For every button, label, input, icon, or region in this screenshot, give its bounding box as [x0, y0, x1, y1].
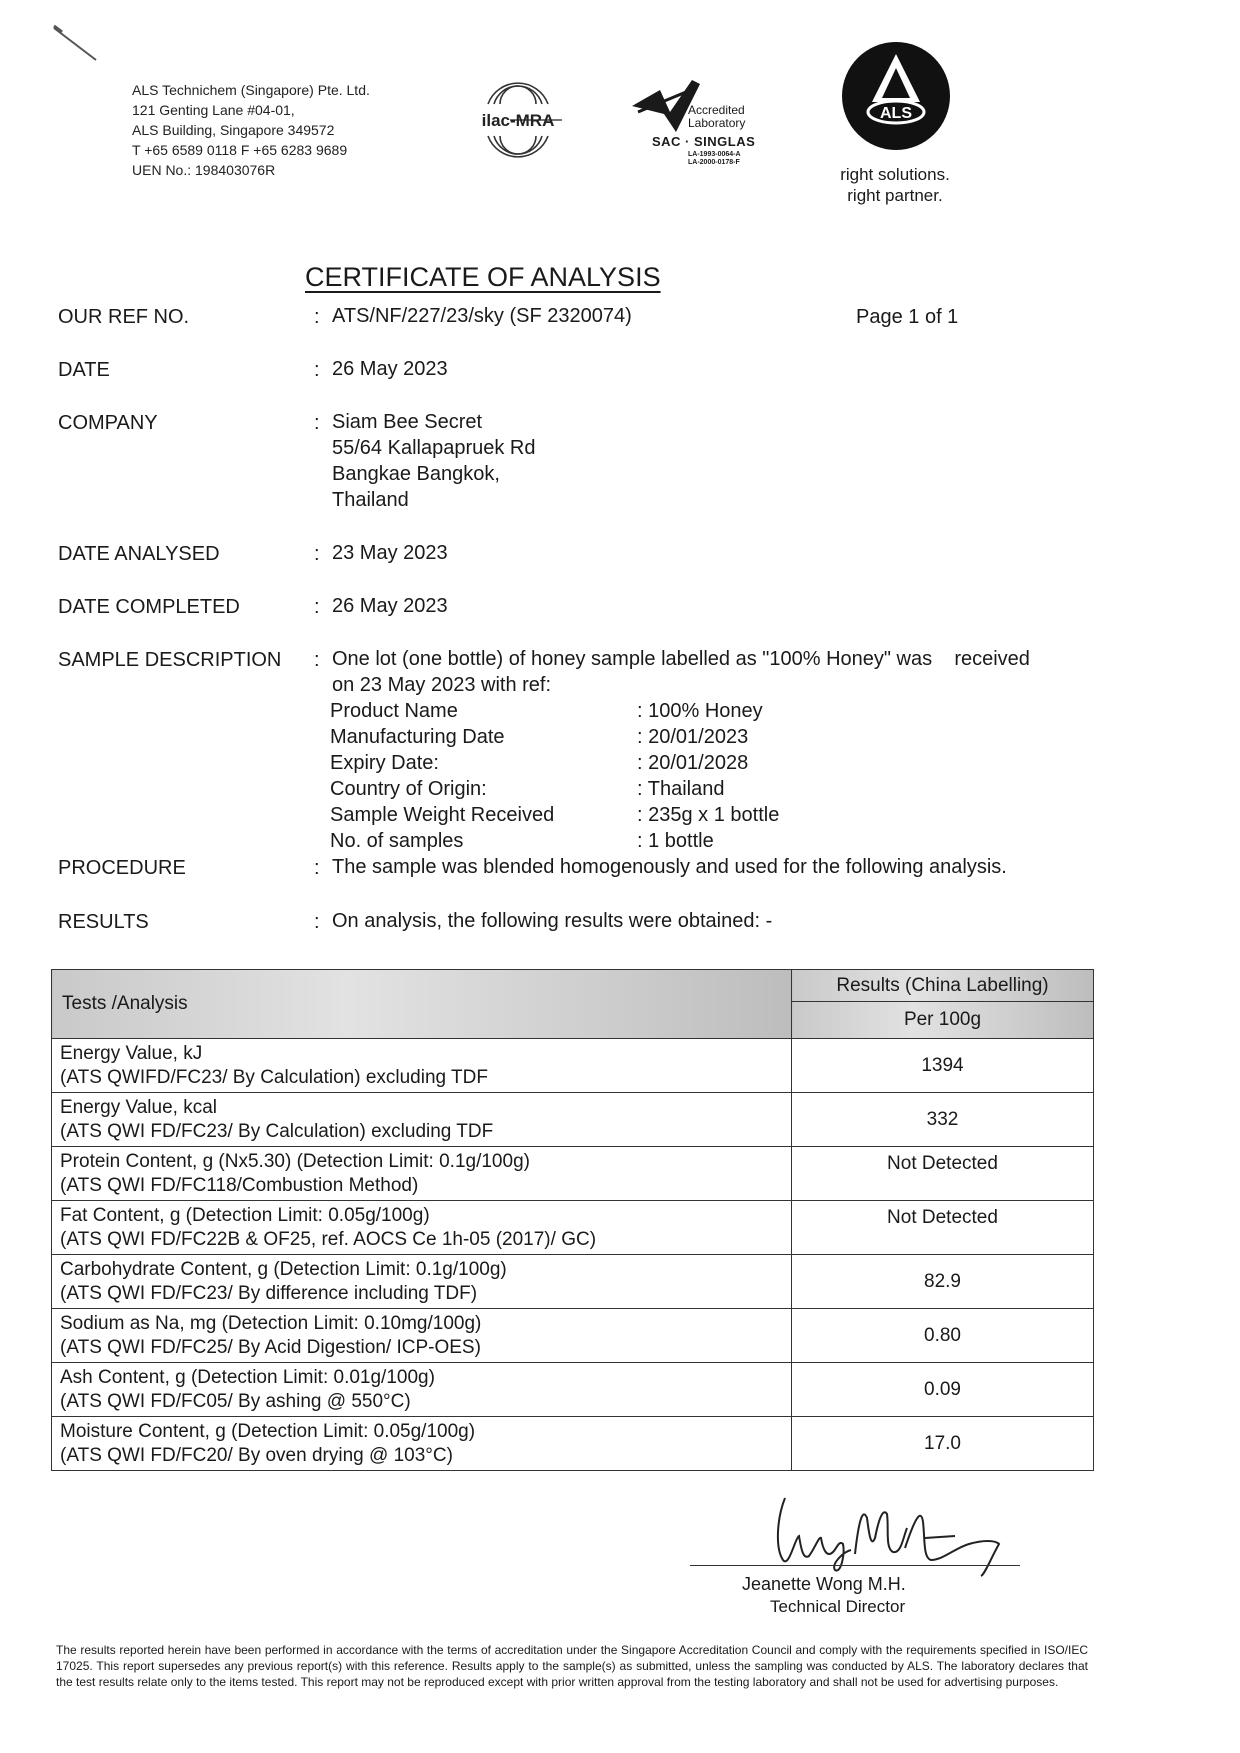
date-analysed-label: DATE ANALYSED: [58, 543, 220, 565]
sac-name: SAC · SINGLAS: [652, 134, 756, 149]
sample-field-value: : 1 bottle: [637, 830, 714, 852]
date-completed-label: DATE COMPLETED: [58, 596, 240, 618]
address-line: UEN No.: 198403076R: [132, 162, 276, 178]
table-row: [52, 1417, 1094, 1471]
address-line: ALS Technichem (Singapore) Pte. Ltd.: [132, 82, 370, 98]
sac-accredited-text: [688, 104, 745, 130]
test-line: Carbohydrate Content, g (Detection Limit: 0.1g/100g): [60, 1258, 507, 1280]
als-logo: [840, 40, 952, 152]
test-line: Moisture Content, g (Detection Limit: 0.05g/100g): [60, 1420, 476, 1442]
test-result: 332: [792, 1093, 1094, 1147]
sac-code: LA-1993-0064-A: [688, 151, 741, 158]
sample-field-value: : 20/01/2028: [637, 752, 749, 774]
results-value: On analysis, the following results were obtained: -: [332, 910, 773, 932]
sample-field-key: Expiry Date:: [330, 752, 439, 774]
sample-description-line: One lot (one bottle) of honey sample labelled as "100% Honey" was received: [332, 648, 1030, 670]
table-row: [52, 1093, 1094, 1147]
document-title: CERTIFICATE OF ANALYSIS: [305, 262, 661, 292]
company-line: 55/64 Kallapapruek Rd: [332, 437, 536, 459]
colon: :: [314, 543, 320, 565]
table-row: [52, 1363, 1094, 1417]
test-line: Fat Content, g (Detection Limit: 0.05g/100g): [60, 1204, 430, 1226]
company-address: [332, 409, 535, 513]
test-method: (ATS QWI FD/FC23/ By difference including TDF): [60, 1282, 478, 1304]
colon: :: [314, 306, 320, 328]
address-line: 121 Genting Lane #04-01,: [132, 102, 295, 118]
tagline-line: right solutions.: [840, 165, 950, 184]
sample-field-key: Sample Weight Received: [330, 804, 555, 826]
test-result: 0.09: [792, 1363, 1094, 1417]
company-line: Thailand: [332, 489, 409, 511]
test-result: 1394: [792, 1039, 1094, 1093]
sac-codes: [688, 151, 741, 167]
ref-value: ATS/NF/227/23/sky (SF 2320074): [332, 305, 632, 327]
sample-field-value: : 235g x 1 bottle: [637, 804, 780, 826]
test-line: Energy Value, kJ: [60, 1042, 203, 1064]
page-number: Page 1 of 1: [856, 306, 959, 328]
sac-code: LA-2000-0178-F: [688, 159, 740, 166]
results-table: [51, 969, 1094, 1471]
sample-field-value: : 100% Honey: [637, 700, 763, 722]
colon: :: [314, 857, 320, 879]
date-value: 26 May 2023: [332, 358, 448, 380]
test-line: Ash Content, g (Detection Limit: 0.01g/100g): [60, 1366, 435, 1388]
test-method: (ATS QWI FD/FC25/ By Acid Digestion/ ICP-OES): [60, 1336, 481, 1358]
test-name: [52, 1417, 792, 1471]
signer-name: Jeanette Wong M.H.: [742, 1574, 906, 1594]
test-result: 82.9: [792, 1255, 1094, 1309]
date-completed-value: 26 May 2023: [332, 595, 448, 617]
table-row: [52, 1039, 1094, 1093]
sample-field-key: Country of Origin:: [330, 778, 487, 800]
colon: :: [314, 412, 320, 434]
footer-disclaimer: The results reported herein have been performed in accordance with the terms of accreditation under the Singapore Accreditation Council and comply with the requirements specified in ISO/IEC 17025. This report supersedes any previous report(s) with this reference. Results apply to the sample(s) as submitted, unless the sampling was conducted by ALS. The laboratory declares that the test results relate only to the items tested. This report may not be reproduced except with prior written approval from the testing laboratory and shall not be used for advertising purposes.: [56, 1643, 1088, 1689]
date-analysed-value: 23 May 2023: [332, 542, 448, 564]
colon: :: [314, 911, 320, 933]
test-result: 17.0: [792, 1417, 1094, 1471]
ref-label: OUR REF NO.: [58, 306, 190, 328]
company-line: Bangkae Bangkok,: [332, 463, 500, 485]
sample-field-key: Product Name: [330, 700, 458, 722]
address-line: T +65 6589 0118 F +65 6283 9689: [132, 142, 348, 158]
test-name: [52, 1093, 792, 1147]
table-row: [52, 1201, 1094, 1255]
sac-line: Accredited: [688, 103, 745, 117]
test-name: [52, 1147, 792, 1201]
sample-field-key: Manufacturing Date: [330, 726, 505, 748]
test-result: 0.80: [792, 1309, 1094, 1363]
test-method: (ATS QWI FD/FC22B & OF25, ref. AOCS Ce 1h-05 (2017)/ GC): [60, 1228, 597, 1250]
test-result: Not Detected: [792, 1201, 1094, 1255]
company-label: COMPANY: [58, 412, 158, 434]
test-method: (ATS QWIFD/FC23/ By Calculation) excluding TDF: [60, 1066, 488, 1088]
scan-mark: [52, 24, 102, 64]
colon: :: [314, 649, 320, 671]
tagline: [820, 164, 970, 206]
test-name: [52, 1309, 792, 1363]
test-line: Protein Content, g (Nx5.30) (Detection Limit: 0.1g/100g): [60, 1150, 530, 1172]
test-name: [52, 1201, 792, 1255]
sample-field-value: : Thailand: [637, 778, 725, 800]
sample-description-label: SAMPLE DESCRIPTION: [58, 649, 282, 671]
colon: :: [314, 359, 320, 381]
tagline-line: right partner.: [847, 186, 943, 205]
header-unit: Per 100g: [792, 1002, 1094, 1039]
header-tests: Tests /Analysis: [52, 970, 792, 1039]
test-method: (ATS QWI FD/FC118/Combustion Method): [60, 1174, 419, 1196]
test-method: (ATS QWI FD/FC05/ By ashing @ 550°C): [60, 1390, 411, 1412]
table-row: [52, 1309, 1094, 1363]
address-line: ALS Building, Singapore 349572: [132, 122, 335, 138]
sample-field-value: : 20/01/2023: [637, 726, 749, 748]
date-label: DATE: [58, 359, 110, 381]
sac-line: Laboratory: [688, 116, 746, 130]
test-line: Sodium as Na, mg (Detection Limit: 0.10mg/100g): [60, 1312, 482, 1334]
test-method: (ATS QWI FD/FC23/ By Calculation) excluding TDF: [60, 1120, 494, 1142]
test-name: [52, 1039, 792, 1093]
table-row: [52, 1255, 1094, 1309]
company-line: Siam Bee Secret: [332, 411, 483, 433]
signature-line: [690, 1565, 1020, 1566]
test-result: Not Detected: [792, 1147, 1094, 1201]
als-logo-text: ALS: [880, 105, 912, 122]
test-line: Energy Value, kcal: [60, 1096, 218, 1118]
header-results: Results (China Labelling): [792, 970, 1094, 1002]
table-row: [52, 1147, 1094, 1201]
procedure-value: The sample was blended homogenously and used for the following analysis.: [332, 856, 1007, 878]
sample-field-key: No. of samples: [330, 830, 464, 852]
colon: :: [314, 596, 320, 618]
signer-title: Technical Director: [770, 1597, 906, 1616]
procedure-label: PROCEDURE: [58, 857, 186, 879]
handwritten-signature: [755, 1478, 1015, 1578]
test-name: [52, 1255, 792, 1309]
test-name: [52, 1363, 792, 1417]
results-label: RESULTS: [58, 911, 149, 933]
test-method: (ATS QWI FD/FC20/ By oven drying @ 103°C): [60, 1444, 453, 1466]
ilac-logo-text: ilac-MRA: [481, 111, 555, 130]
ilac-mra-logo: [470, 70, 566, 166]
lab-address: [132, 80, 370, 180]
sample-description-line: on 23 May 2023 with ref:: [332, 674, 552, 696]
